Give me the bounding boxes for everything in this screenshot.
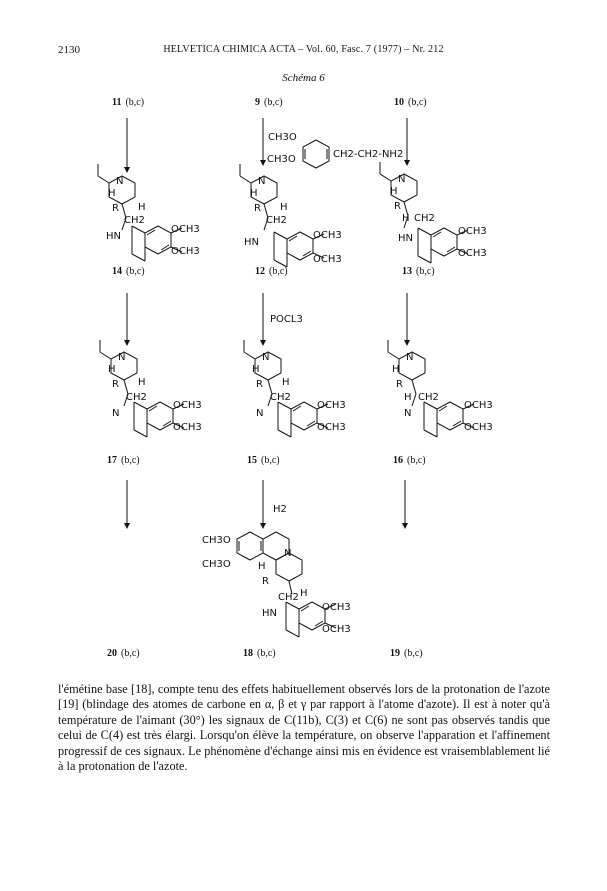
svg-text:OCH3: OCH3 [464, 400, 493, 411]
label-10: 10 [394, 97, 404, 108]
svg-text:17(b,c): 17 (b,c) [107, 455, 140, 466]
label-18: 18 [243, 648, 253, 659]
label-9: 9 [255, 97, 260, 108]
svg-text:H: H [392, 364, 400, 375]
svg-text:OCH3: OCH3 [322, 602, 351, 613]
svg-text:HN: HN [262, 608, 277, 619]
svg-text:R: R [394, 201, 401, 212]
svg-text:HN: HN [106, 231, 121, 242]
svg-text:H: H [138, 377, 146, 388]
svg-text:R: R [262, 576, 269, 587]
svg-text:OCH3: OCH3 [317, 422, 346, 433]
svg-text:H: H [300, 588, 308, 599]
svg-text:CH2: CH2 [278, 592, 299, 603]
svg-text:13(b,c): 13 (b,c) [402, 266, 435, 277]
svg-text:R: R [396, 379, 403, 390]
label-16: 16 [393, 455, 403, 466]
structure-12 [240, 164, 342, 267]
svg-text:OCH3: OCH3 [313, 254, 342, 265]
svg-text:H: H [258, 561, 266, 572]
svg-text:CH3O: CH3O [202, 535, 231, 546]
structure-17 [100, 340, 202, 437]
svg-text:CH2: CH2 [418, 392, 439, 403]
label-14: 14 [112, 266, 122, 277]
svg-text:N: N [284, 548, 292, 559]
svg-text:OCH3: OCH3 [464, 422, 493, 433]
reagent-pocl3: POCL3 [270, 314, 303, 325]
svg-text:N: N [116, 176, 124, 187]
scheme-title: Schéma 6 [282, 72, 325, 84]
page-number: 2130 [58, 44, 80, 56]
svg-text:H: H [280, 202, 288, 213]
svg-text:HN: HN [244, 237, 259, 248]
svg-text:10(b,c) [394, 97, 427, 108]
cond-10: (b,c) [408, 97, 427, 108]
svg-text:CH2: CH2 [266, 215, 287, 226]
svg-text:H: H [404, 392, 412, 403]
svg-text:20(b,c): 20 (b,c) [107, 648, 140, 659]
svg-text:12(b,c): 12 (b,c) [255, 266, 288, 277]
label-12: 12 [255, 266, 265, 277]
amine-reagent [267, 132, 403, 168]
svg-text:16(b,c): 16 (b,c) [393, 455, 426, 466]
svg-text:R: R [254, 203, 261, 214]
svg-text:R: R [256, 379, 263, 390]
svg-text:N: N [398, 174, 406, 185]
svg-text:HN: HN [398, 233, 413, 244]
svg-text:14(b,c): 14 (b,c) [112, 266, 145, 277]
svg-text:11(b,c) [112, 97, 144, 108]
svg-text:18(b,c): 18 (b,c) [243, 648, 276, 659]
label-11: 11 [112, 97, 122, 108]
svg-text:R: R [112, 203, 119, 214]
svg-text:H: H [282, 377, 290, 388]
svg-text:OCH3: OCH3 [171, 246, 200, 257]
svg-text:OCH3: OCH3 [458, 248, 487, 259]
svg-text:OCH3: OCH3 [322, 624, 351, 635]
reagent-ch3o-2: CH3O [267, 154, 296, 165]
running-header: HELVETICA CHIMICA ACTA – Vol. 60, Fasc. 7 (1977) – Nr. 212 [163, 44, 444, 55]
svg-text:H: H [252, 364, 260, 375]
svg-text:15(b,c): 15 (b,c) [247, 455, 280, 466]
label-19: 19 [390, 648, 400, 659]
reagent-chain: CH2-CH2-NH2 [333, 149, 404, 160]
svg-text:R: R [112, 379, 119, 390]
cond-9: (b,c) [264, 97, 283, 108]
svg-text:OCH3: OCH3 [317, 400, 346, 411]
svg-text:CH2: CH2 [126, 392, 147, 403]
svg-text:9(b,c) [255, 97, 283, 108]
svg-text:N: N [406, 352, 414, 363]
cond-11: (b,c) [125, 97, 145, 108]
svg-text:CH2: CH2 [124, 215, 145, 226]
svg-text:OCH3: OCH3 [173, 422, 202, 433]
svg-text:N: N [112, 408, 120, 419]
svg-text:CH3O: CH3O [202, 559, 231, 570]
svg-text:OCH3: OCH3 [171, 224, 200, 235]
svg-text:CH2: CH2 [414, 213, 435, 224]
svg-text:H: H [138, 202, 146, 213]
svg-text:N: N [256, 408, 264, 419]
structure-13 [380, 162, 487, 263]
svg-text:N: N [258, 176, 266, 187]
svg-text:N: N [118, 352, 126, 363]
svg-text:H: H [108, 188, 116, 199]
svg-text:H: H [108, 364, 116, 375]
structure-14 [98, 164, 200, 261]
svg-text:CH2: CH2 [270, 392, 291, 403]
svg-text:OCH3: OCH3 [173, 400, 202, 411]
svg-text:H: H [402, 213, 410, 224]
body-paragraph: l'émétine base [18], compte tenu des effets habituellement observés lors de la protonation de l'azote [19] (blindage des atomes de carbone en α, β et γ par rapport à l'atome d'azote). Il est à noter qu'à température de l'aimant (30°) les signaux de C(11b), C(3) et C(6) ne sont pas observés tandis que celui de C(4) est très élargi. Lorsqu'on élève la température, on observe l'apparation et l'affinement progressif de ces signaux. Le phénomène d'échange ainsi mis en évidence est vraisemblablement lié à la protonation de l'azote. [58, 682, 550, 774]
svg-text:H: H [390, 186, 398, 197]
structure-18 [202, 532, 351, 637]
label-17: 17 [107, 455, 117, 466]
structure-16 [388, 340, 493, 437]
label-13: 13 [402, 266, 412, 277]
reagent-ch3o-1: CH3O [268, 132, 297, 143]
label-15: 15 [247, 455, 257, 466]
label-20: 20 [107, 648, 117, 659]
svg-text:OCH3: OCH3 [458, 226, 487, 237]
reagent-h2: H2 [273, 504, 287, 515]
svg-text:H: H [250, 188, 258, 199]
svg-text:19(b,c): 19 (b,c) [390, 648, 423, 659]
svg-text:N: N [262, 352, 270, 363]
structure-15 [244, 340, 346, 437]
svg-text:N: N [404, 408, 412, 419]
svg-text:OCH3: OCH3 [313, 230, 342, 241]
